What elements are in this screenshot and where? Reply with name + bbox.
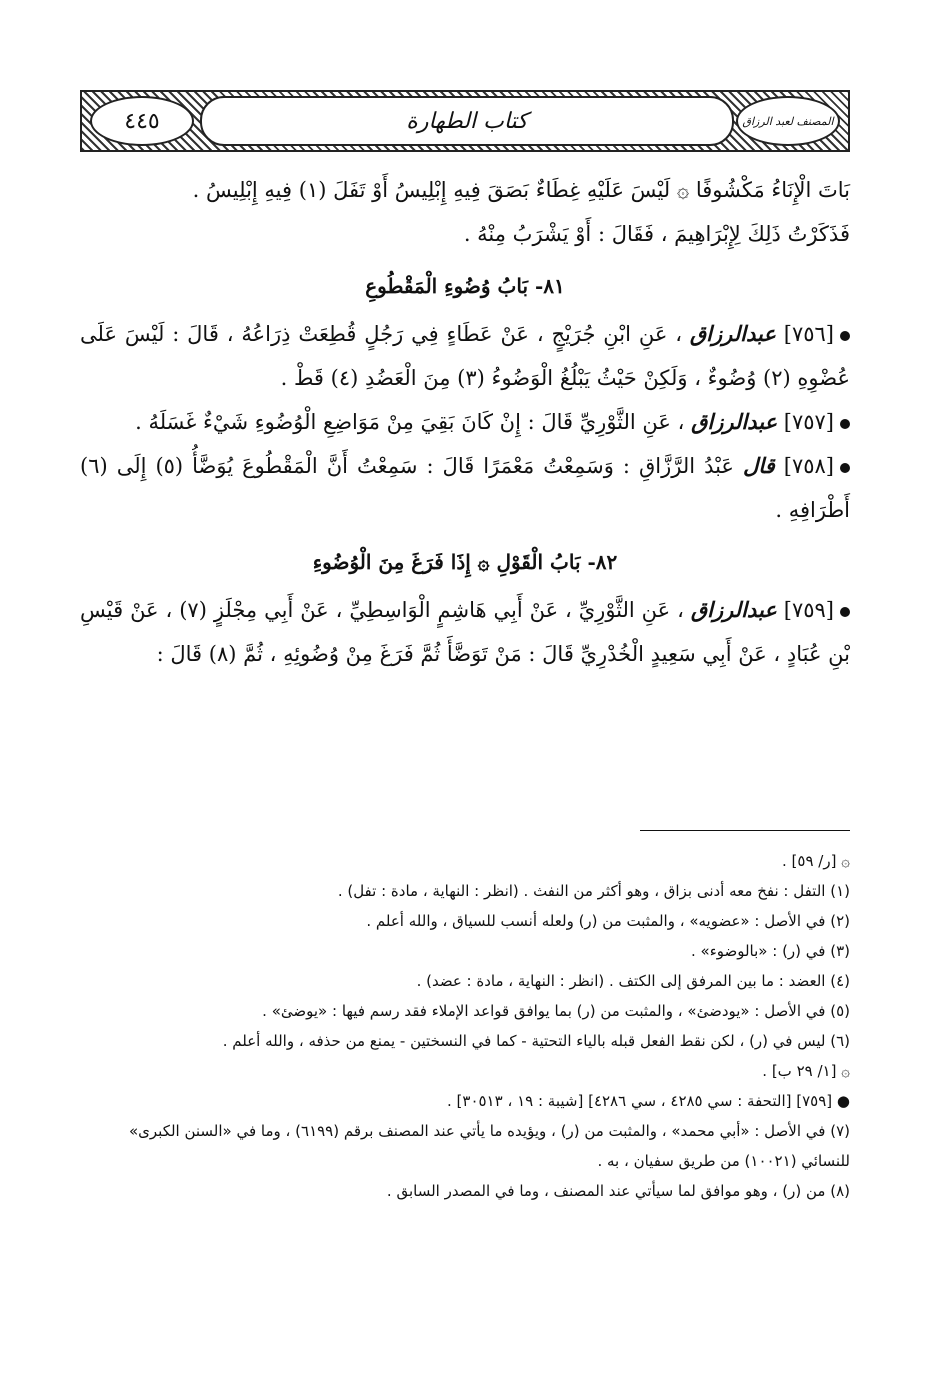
footnote: (٢) في الأصل : «عضويه» ، والمثبت من (ر) ولعله أنسب للسياق ، والله أعلم .	[366, 912, 850, 930]
entry-number: [٧٥٧]	[783, 410, 834, 434]
footnote-divider	[640, 830, 850, 831]
footnote: (٧) في الأصل : «أبي محمد» ، والمثبت من (ر) ، ويؤيده ما يأتي عند المصنف برقم (٦١٩٩) ، وما في «السنن الكبرى» للنسائي (١٠٠٢١) من طريق سفيان ، به .	[128, 1122, 850, 1170]
paragraph: فَذَكَرْتُ ذَلِكَ لِإِبْرَاهِيمَ ، فَقَالَ : أَوْ يَشْرَبُ مِنْهُ .	[463, 222, 850, 246]
entry-number: [٧٥٦]	[783, 322, 834, 346]
entry-author: عبدالرزاق	[690, 597, 777, 622]
entry-number: [٧٥٩]	[783, 598, 834, 622]
bullet-icon	[840, 463, 850, 473]
footnote: (٣) في (ر) : «بالوضوء» .	[690, 942, 850, 960]
entry-758	[80, 444, 850, 532]
emblem-seal: المصنف لعبد الرزاق	[736, 96, 840, 146]
main-text	[80, 168, 850, 676]
page-number: ٤٤٥	[90, 96, 194, 146]
entry-author: عبدالرزاق	[689, 321, 776, 346]
entry-author: قال	[743, 453, 775, 478]
page-title: كتاب الطهارة	[200, 96, 734, 146]
bullet-icon	[840, 331, 850, 341]
entry-757	[80, 400, 850, 444]
footnote: ۞ [١/ ٢٩ ب] .	[762, 1062, 850, 1080]
chapter-heading: ٨١- بَابُ وُضُوءِ الْمَقْطُوعِ	[365, 274, 565, 298]
entry-text: ، عَنِ ابْنِ جُرَيْجٍ ، عَنْ عَطَاءٍ فِي رَجُلٍ قُطِعَتْ ذِرَاعُهُ ، قَالَ : لَيْسَ عَلَى عُضْوِهِ (٢) وُضُوءٌ ، وَلَكِنْ حَيْثُ يَبْلُغُ الْوَضُوءُ (٣) مِنَ الْعَضُدِ (٤) قَطْ .	[80, 322, 850, 390]
bullet-icon	[840, 419, 850, 429]
entry-759	[80, 588, 850, 676]
entry-text: ، عَنِ الثَّوْرِيِّ ، عَنْ أَبِي هَاشِمٍ الْوَاسِطِيِّ ، عَنْ أَبِي مِجْلَزٍ (٧) ، عَنْ قَيْسِ بْنِ عُبَادٍ ، عَنْ أَبِي سَعِيدٍ الْخُدْرِيِّ قَالَ : مَنْ تَوَضَّأَ ثُمَّ فَرَغَ مِنْ وُضُوئِهِ ، ثُمَّ (٨) قَالَ :	[80, 598, 850, 666]
entry-number: [٧٥٨]	[783, 454, 834, 478]
footnote: (٦) ليس في (ر) ، لكن نقط الفعل قبله بالياء التحتية - كما في النسختين - يمنع من حذفه ، والله أعلم .	[222, 1032, 850, 1050]
entry-text: عَبْدُ الرَّزَّاقِ : وَسَمِعْتُ مَعْمَرًا قَالَ : سَمِعْتُ أَنَّ الْمَقْطُوعَ يُوَضَّأُ (٥) إِلَى (٦) أَطْرَافِهِ .	[80, 454, 850, 522]
page-header	[80, 90, 850, 152]
entry-text: ، عَنِ الثَّوْرِيِّ قَالَ : إِنْ كَانَ بَقِيَ مِنْ مَوَاضِعِ الْوُضُوءِ شَيْءٌ غَسَلَهُ .	[135, 410, 685, 434]
footnote: (١) التفل : نفخ معه أدنى بزاق ، وهو أكثر من النفث . (انظر : النهاية ، مادة : تفل) .	[337, 882, 850, 900]
chapter-heading: ٨٢- بَابُ الْقَوْلِ ۞ إِذَا فَرَغَ مِنَ الْوُضُوءِ	[312, 550, 618, 574]
paragraph: بَاتَ الْإِنَاءُ مَكْشُوفًا ۞ لَيْسَ عَلَيْهِ غِطَاءٌ بَصَقَ فِيهِ إِبْلِيسُ أَوْ تَفَلَ (١) فِيهِ إِبْلِيسُ .	[192, 178, 850, 202]
footnote: (٨) من (ر) ، وهو موافق لما سيأتي عند المصنف ، وما في المصدر السابق .	[386, 1182, 850, 1200]
footnote: ● [٧٥٩] [التحفة : سي ٤٢٨٥ ، سي ٤٢٨٦] [شيبة : ١٩ ، ٣٠٥١٣] .	[447, 1092, 850, 1110]
entry-author: عبدالرزاق	[691, 409, 778, 434]
footnote: (٥) في الأصل : «يودضئ» ، والمثبت من (ر) بما يوافق قواعد الإملاء فقد رسم فيها : «يوضئ» .	[262, 1002, 850, 1020]
footnotes	[80, 846, 850, 1206]
footnote: ۞ [ر/ ٥٩] .	[782, 852, 850, 870]
bullet-icon	[840, 607, 850, 617]
entry-756	[80, 312, 850, 400]
footnote: (٤) العضد : ما بين المرفق إلى الكتف . (انظر : النهاية ، مادة : عضد) .	[416, 972, 850, 990]
